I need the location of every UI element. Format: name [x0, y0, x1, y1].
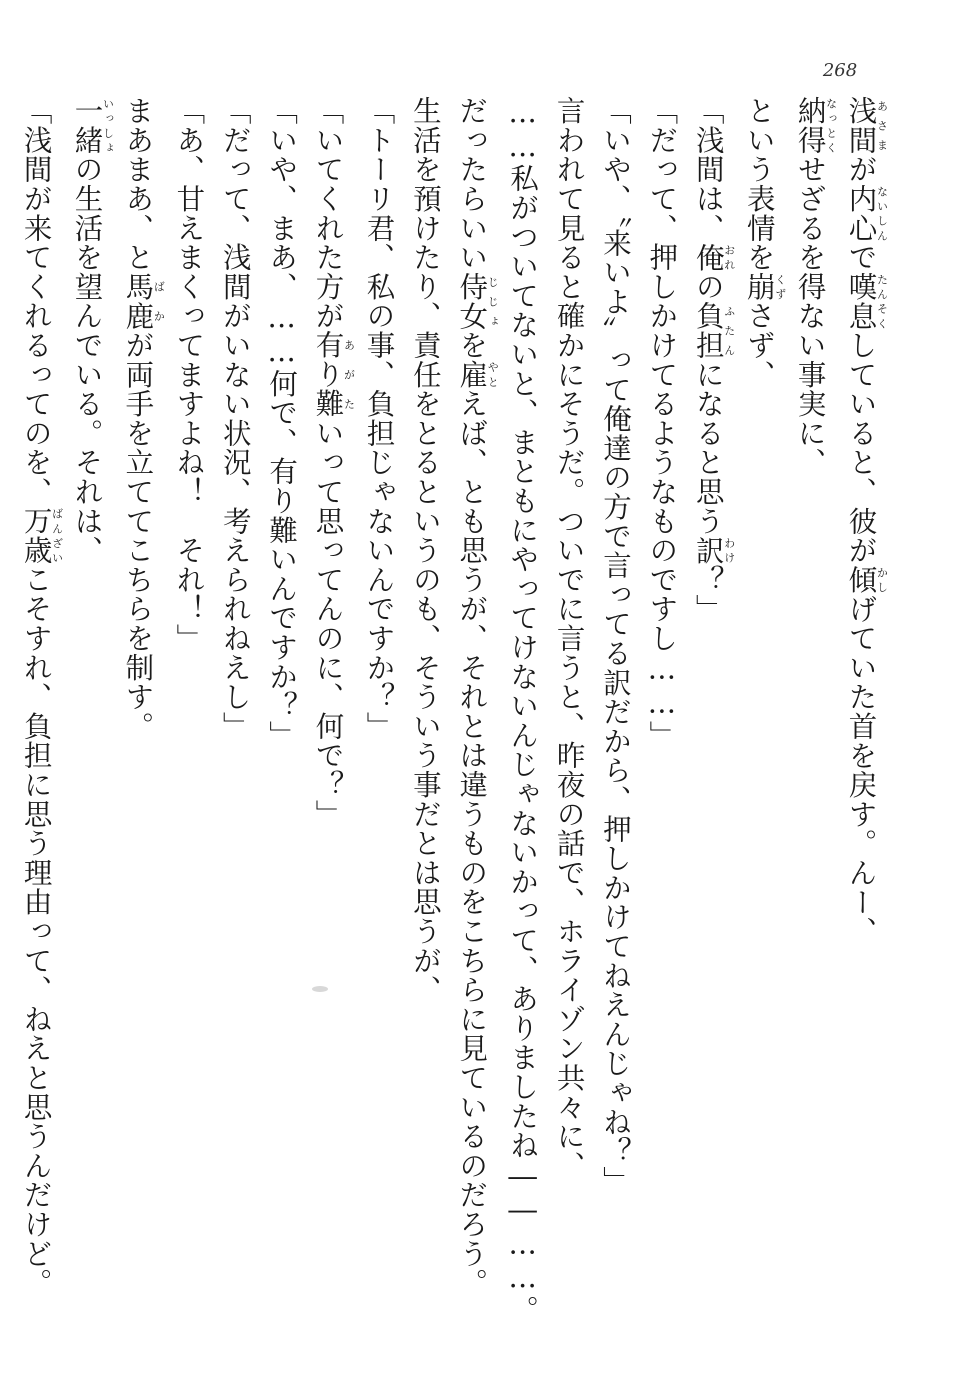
ruby-ore: 俺おれ	[691, 242, 736, 272]
text-line-13: 「いや、まあ、……何で、有り難いんですか？」	[265, 96, 299, 750]
ruby-kashi: 傾かし	[844, 564, 889, 595]
text-line-14: 「だって、浅間がいない状況、考えられねえし」	[218, 96, 252, 741]
text-line-7: 言われて見ると確かにそうだ。ついでに言うと、昨夜の話で、ホライゾン共々に、	[552, 96, 586, 1181]
ruby-aga: 有り難あがた	[311, 330, 356, 419]
text-line-1: 浅間あさまが内心ないしんで嘆息たんそくしていると、彼が傾かしげていた首を戻す。んー、	[844, 96, 889, 946]
page-number: 268	[822, 60, 858, 81]
ruby-nattoku: 納得なっとく	[793, 96, 838, 155]
ruby-tansoku: 嘆息たんそく	[844, 271, 889, 331]
text-line-10: 生活を預けたり、責任をとるというのも、そういう事だとは思うが、	[408, 96, 442, 1005]
text-line-17: 一緒いっしょの生活を望んでいる。それは、	[70, 96, 115, 565]
text-line-15: 「あ、甘えまくってますよね！ それ！」	[172, 96, 206, 653]
text-line-18: 「浅間が来てくれるってのを、万歳ばんざいこそすれ、負担に思う理由って、ねえと思うんだけど。	[19, 96, 64, 1298]
text-line-6: 「いや、〝来いよ〟って俺達の方で言ってる訳だから、押しかけてねえんじゃね？」	[598, 96, 632, 1196]
text-line-2: 納得なっとくせざるを得ない事実に、	[793, 96, 838, 477]
text-line-9: だったらいい侍女じじょを雇やとえば、とも思うが、それとは違うものをこちらに見ているのだろう。	[455, 96, 500, 1298]
ruby-wake: 訳わけ	[691, 535, 736, 565]
text-line-16: まあまあ、と馬鹿ばかが両手を立ててこちらを制す。	[121, 96, 166, 741]
ruby-jijo: 侍女じじょ	[455, 271, 500, 331]
text-line-5: 「だって、押しかけてるようなものですし……」	[645, 96, 679, 750]
text-line-8: ……私がついてないと、まともにやってけないんじゃないかって、ありましたね――……。	[506, 96, 540, 1325]
ruby-baka: 馬鹿ばか	[121, 271, 166, 331]
ruby-issho: 一緒いっしょ	[70, 96, 115, 155]
ruby-banzai: 万歳ばんざい	[19, 506, 64, 565]
text-line-12: 「いてくれた方が有り難あがたいって思ってんのに、何で？」	[311, 96, 356, 829]
text-line-11: 「トーリ君、私の事、負担じゃないんですか？」	[362, 96, 396, 741]
ruby-asama: 浅間あさま	[844, 96, 889, 155]
ruby-futan: 負担ふたん	[691, 301, 736, 360]
scan-smudge	[312, 986, 328, 992]
text-line-4: 「浅間は、俺おれの負担ふたんになると思う訳わけ？」	[691, 96, 736, 624]
ruby-yato: 雇やと	[455, 359, 500, 390]
ruby-naishin: 内心ないしん	[844, 183, 889, 243]
ruby-kuzu: 崩くず	[742, 271, 787, 302]
text-line-3: という表情を崩くずさず、	[742, 96, 787, 390]
vertical-text-body	[12, 96, 888, 1346]
